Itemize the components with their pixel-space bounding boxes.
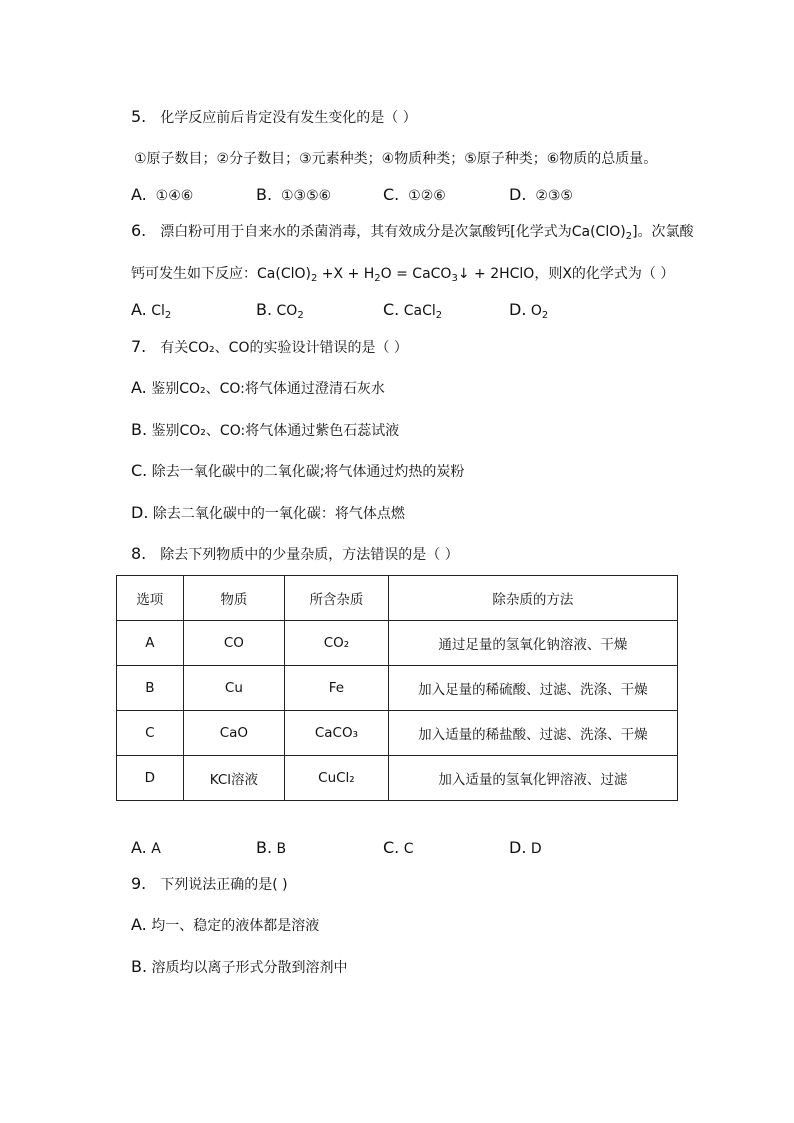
- q5-option-d[interactable]: D. ②③⑤: [509, 185, 573, 204]
- q5-stem-line: [131, 108, 417, 127]
- q5-option-c[interactable]: C. ①②⑥: [383, 185, 446, 204]
- table-row: [117, 621, 678, 666]
- header-method: 除杂质的方法: [388, 576, 677, 621]
- q9-stem: 下列说法正确的是( ): [160, 877, 288, 893]
- q8-option-a[interactable]: A. A: [131, 838, 161, 857]
- table-cell: C: [117, 711, 184, 756]
- table-cell: Fe: [285, 666, 389, 711]
- q6-stem-line2: 钙可发生如下反应：$Ca(ClO)_2 +X + H_2O$ = CaCO$_3$↓ + 2HClO，则X的化学式为（ ）: [131, 266, 675, 284]
- table-cell: A: [117, 621, 184, 666]
- q5-option-a[interactable]: A. ①④⑥: [131, 185, 194, 204]
- table-row: [117, 756, 678, 801]
- q7-option-b[interactable]: B. 鉴别CO₂、CO:将气体通过紫色石蕊试液: [131, 420, 400, 439]
- q6-number: 6.: [131, 221, 147, 240]
- q9-option-a[interactable]: A. 均一、稳定的液体都是溶液: [131, 915, 320, 934]
- table-header-row: [117, 576, 678, 621]
- table-cell: 通过足量的氢氧化钠溶液、干燥: [388, 621, 677, 666]
- q8-number: 8.: [131, 544, 147, 563]
- table-cell: KCl溶液: [183, 756, 285, 801]
- q6-stem-line1: 6. 漂白粉可用于自来水的杀菌消毒，其有效成分是次氯酸钙[化学式为$Ca(ClO)_2$]。次氯酸: [131, 221, 694, 242]
- q9-stem-line: [131, 875, 288, 894]
- q8-option-c[interactable]: C. C: [383, 838, 414, 857]
- q9-option-b[interactable]: B. 溶质均以离子形式分散到溶剂中: [131, 957, 348, 976]
- q9-number: 9.: [131, 874, 147, 893]
- q6-option-a[interactable]: A. $Cl_2$: [131, 300, 172, 321]
- q6-option-c[interactable]: C. CaCl$_2$: [383, 300, 443, 321]
- q6-option-d[interactable]: D. $O_2$: [509, 300, 549, 321]
- q8-stem: 除去下列物质中的少量杂质，方法错误的是（ ）: [160, 547, 459, 563]
- q8-stem-line: [131, 545, 459, 564]
- table-cell: 加入适量的稀盐酸、过滤、洗涤、干燥: [388, 711, 677, 756]
- q6-option-b[interactable]: B. $CO_2$: [256, 300, 304, 321]
- q5-stem: 化学反应前后肯定没有发生变化的是（ ）: [160, 110, 417, 126]
- table-cell: CO: [183, 621, 285, 666]
- table-row: [117, 666, 678, 711]
- table-cell: 加入适量的氢氧化钾溶液、过滤: [388, 756, 677, 801]
- table-cell: D: [117, 756, 184, 801]
- header-option: 选项: [117, 576, 184, 621]
- q7-option-d[interactable]: D. 除去二氧化碳中的一氧化碳：将气体点燃: [131, 503, 405, 522]
- table-cell: CaCO₃: [285, 711, 389, 756]
- header-impurity: 所含杂质: [285, 576, 389, 621]
- q5-number: 5.: [131, 107, 147, 126]
- q7-option-a[interactable]: A. 鉴别CO₂、CO:将气体通过澄清石灰水: [131, 378, 385, 397]
- q7-stem-line: [131, 338, 408, 357]
- table-cell: 加入足量的稀硫酸、过滤、洗涤、干燥: [388, 666, 677, 711]
- q7-option-c[interactable]: C. 除去一氧化碳中的二氧化碳;将气体通过灼热的炭粉: [131, 461, 465, 480]
- q5-items: ①原子数目；②分子数目；③元素种类；④物质种类；⑤原子种类；⑥物质的总质量。: [134, 151, 658, 167]
- q8-option-d[interactable]: D. D: [509, 838, 542, 857]
- table-cell: B: [117, 666, 184, 711]
- table-cell: CO₂: [285, 621, 389, 666]
- q5-option-b[interactable]: B. ①③⑤⑥: [256, 185, 332, 204]
- header-substance: 物质: [183, 576, 285, 621]
- q7-stem: 有关CO₂、CO的实验设计错误的是（ ）: [160, 340, 408, 356]
- table-cell: CuCl₂: [285, 756, 389, 801]
- q8-option-b[interactable]: B. B: [256, 838, 287, 857]
- table-row: [117, 711, 678, 756]
- table-cell: CaO: [183, 711, 285, 756]
- table-cell: Cu: [183, 666, 285, 711]
- q7-number: 7.: [131, 337, 147, 356]
- impurity-table: [116, 575, 678, 801]
